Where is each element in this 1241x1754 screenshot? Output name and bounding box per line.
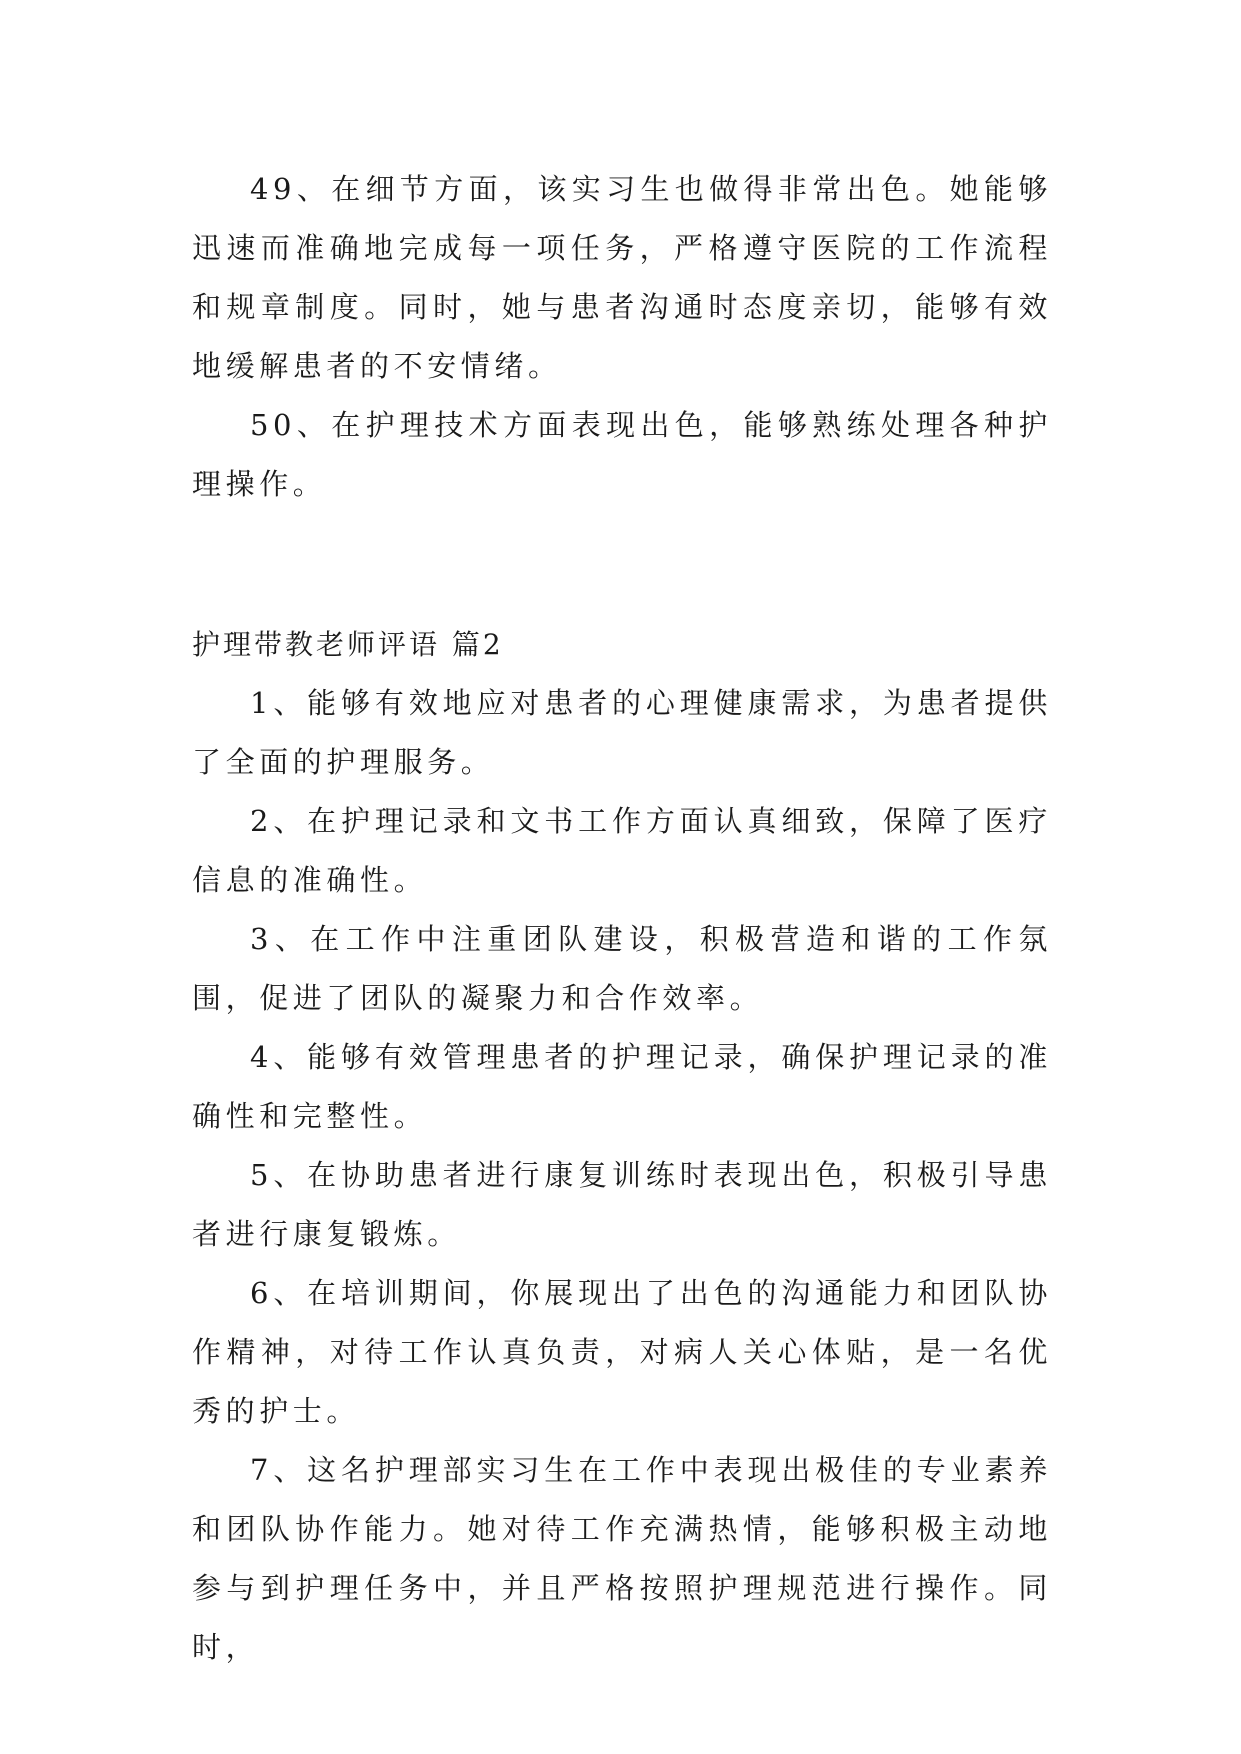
list-item-6: 6、在培训期间，你展现出了出色的沟通能力和团队协作精神，对待工作认真负责，对病人关心体贴，是一名优秀的护士。 <box>192 1276 1052 1428</box>
document-body <box>192 160 1052 1664</box>
section-heading: 护理带教老师评语 篇2 <box>192 628 504 661</box>
list-item-7: 7、这名护理部实习生在工作中表现出极佳的专业素养和团队协作能力。她对待工作充满热情，能够积极主动地参与到护理任务中，并且严格按照护理规范进行操作。同时， <box>192 1453 1052 1664</box>
list-item-4: 4、能够有效管理患者的护理记录，确保护理记录的准确性和完整性。 <box>192 1040 1052 1133</box>
list-item-2: 2、在护理记录和文书工作方面认真细致，保障了医疗信息的准确性。 <box>192 804 1052 897</box>
section-spacer <box>192 514 1052 615</box>
list-item-3: 3、在工作中注重团队建设，积极营造和谐的工作氛围，促进了团队的凝聚力和合作效率。 <box>192 922 1052 1015</box>
paragraph-49: 49、在细节方面，该实习生也做得非常出色。她能够迅速而准确地完成每一项任务，严格遵守医院的工作流程和规章制度。同时，她与患者沟通时态度亲切，能够有效地缓解患者的不安情绪。 <box>192 172 1052 383</box>
list-item-1: 1、能够有效地应对患者的心理健康需求，为患者提供了全面的护理服务。 <box>192 686 1052 779</box>
list-item-5: 5、在协助患者进行康复训练时表现出色，积极引导患者进行康复锻炼。 <box>192 1158 1052 1251</box>
paragraph-50: 50、在护理技术方面表现出色，能够熟练处理各种护理操作。 <box>192 408 1052 501</box>
